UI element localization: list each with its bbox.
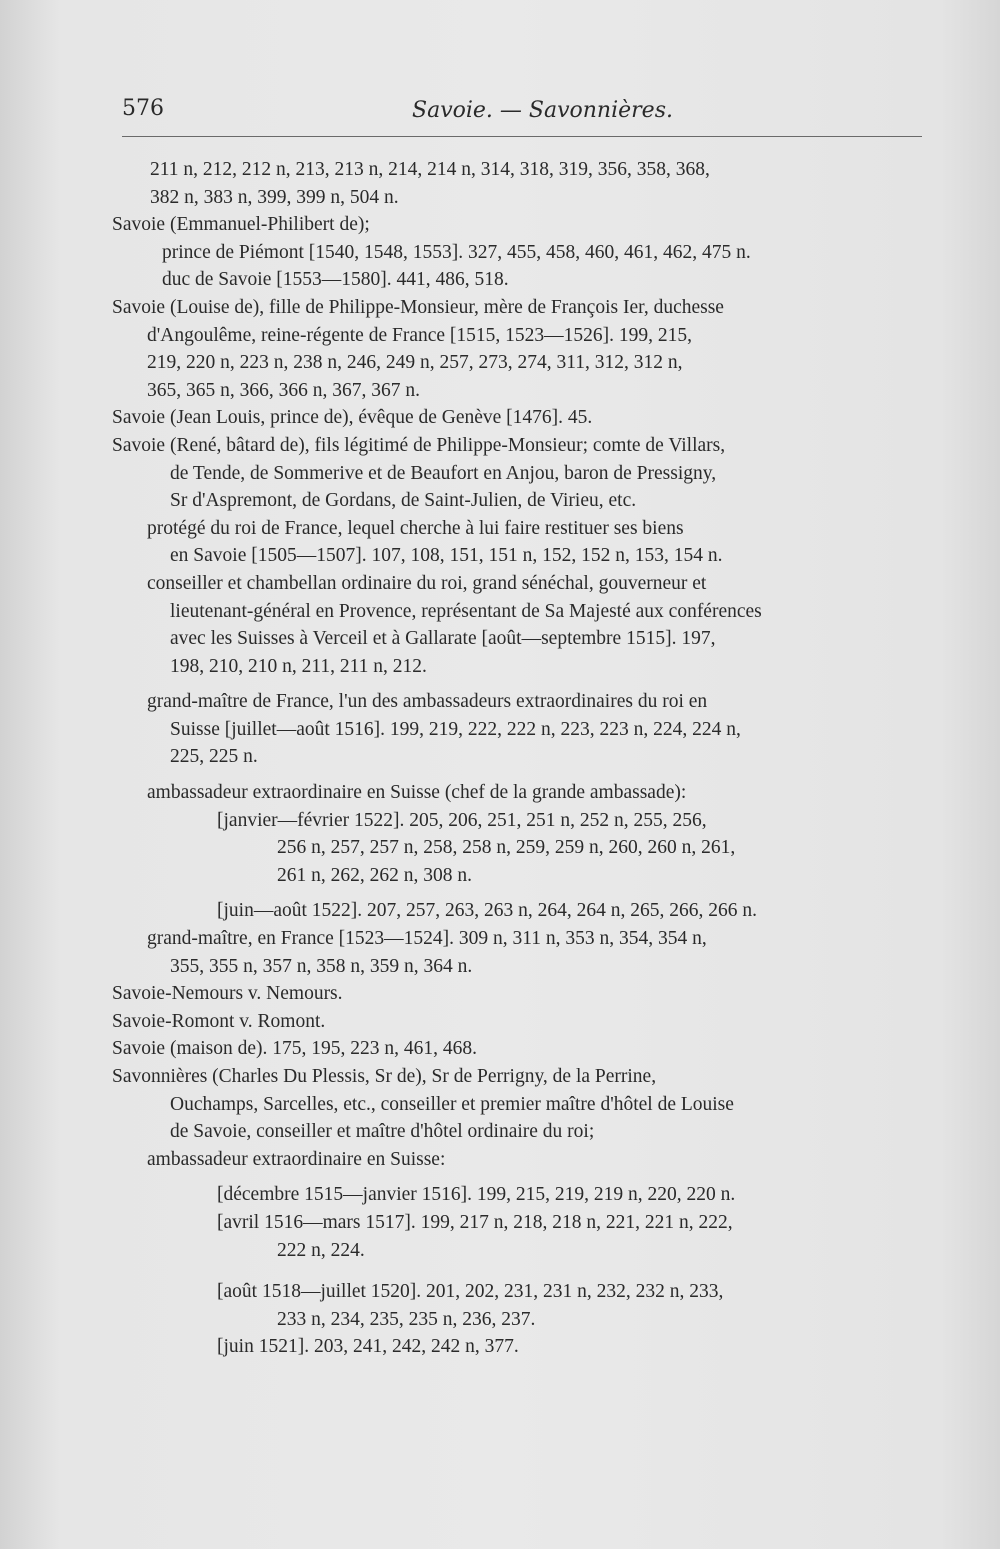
entry-line: duc de Savoie [1553—1580]. 441, 486, 518. xyxy=(162,269,509,291)
entry-line: [décembre 1515—janvier 1516]. 199, 215, 219, 219 n, 220, 220 n. xyxy=(217,1184,736,1206)
page-number: 576 xyxy=(122,96,164,121)
entry-heading: Savoie-Romont v. Romont. xyxy=(112,1010,326,1032)
entry-line: grand-maître de France, l'un des ambassadeurs extraordinaires du roi en xyxy=(147,691,708,713)
entry-heading: Savoie (Jean Louis, prince de), évêque de Genève [1476]. 45. xyxy=(112,407,593,429)
entry-line: 198, 210, 210 n, 211, 211 n, 212. xyxy=(170,655,427,677)
entry-line: grand-maître, en France [1523—1524]. 309 n, 311 n, 353 n, 354, 354 n, xyxy=(147,928,707,950)
entry-line: ambassadeur extraordinaire en Suisse (chef de la grande ambassade): xyxy=(147,782,687,804)
entry-line: d'Angoulême, reine-régente de France [1515, 1523—1526]. 199, 215, xyxy=(147,324,693,346)
entry-line: en Savoie [1505—1507]. 107, 108, 151, 151 n, 152, 152 n, 153, 154 n. xyxy=(170,545,723,567)
entry-line: lieutenant-général en Provence, représentant de Sa Majesté aux conférences xyxy=(170,600,762,622)
entry-heading: Savoie (Emmanuel-Philibert de); xyxy=(112,214,370,236)
entry-line: 211 n, 212, 212 n, 213, 213 n, 214, 214 n, 314, 318, 319, 356, 358, 368, xyxy=(150,159,710,180)
entry-line: avec les Suisses à Verceil et à Gallarate [août—septembre 1515]. 197, xyxy=(170,628,716,650)
entry-line: [janvier—février 1522]. 205, 206, 251, 251 n, 252 n, 255, 256, xyxy=(217,809,707,831)
entry-line: prince de Piémont [1540, 1548, 1553]. 327, 455, 458, 460, 461, 462, 475 n. xyxy=(162,241,751,263)
entry-heading: Savoie (maison de). 175, 195, 223 n, 461, 468. xyxy=(112,1038,478,1060)
entry-heading: Savonnières (Charles Du Plessis, Sr de), Sr de Perrigny, de la Perrine, xyxy=(112,1066,657,1087)
entry-line: Sr d'Aspremont, de Gordans, de Saint-Julien, de Virieu, etc. xyxy=(170,490,637,512)
entry-heading: Savoie (René, bâtard de), fils légitimé de Philippe-Monsieur; comte de Villars, xyxy=(112,434,726,456)
entry-line: 233 n, 234, 235, 235 n, 236, 237. xyxy=(277,1308,536,1330)
entry-heading: Savoie (Louise de), fille de Philippe-Monsieur, mère de François Ier, duchesse xyxy=(112,296,724,318)
entry-line: [juin—août 1522]. 207, 257, 263, 263 n, 264, 264 n, 265, 266, 266 n. xyxy=(217,900,758,922)
entry-line: Suisse [juillet—août 1516]. 199, 219, 222, 222 n, 223, 223 n, 224, 224 n, xyxy=(170,718,741,740)
entry-line: 222 n, 224. xyxy=(277,1239,365,1261)
entry-line: [août 1518—juillet 1520]. 201, 202, 231, 231 n, 232, 232 n, 233, xyxy=(217,1281,724,1303)
entry-line: [avril 1516—mars 1517]. 199, 217 n, 218, 218 n, 221, 221 n, 222, xyxy=(217,1211,733,1233)
index-entries xyxy=(112,156,932,1361)
entry-line: 261 n, 262, 262 n, 308 n. xyxy=(277,864,472,886)
entry-line: protégé du roi de France, lequel cherche à lui faire restituer ses biens xyxy=(147,517,684,539)
running-title: Savoie. — Savonnières. xyxy=(412,98,673,123)
entry-line: de Tende, de Sommerive et de Beaufort en Anjou, baron de Pressigny, xyxy=(170,462,717,484)
entry-line: 365, 365 n, 366, 366 n, 367, 367 n. xyxy=(147,379,420,401)
entry-line: [juin 1521]. 203, 241, 242, 242 n, 377. xyxy=(217,1336,519,1358)
entry-line: conseiller et chambellan ordinaire du roi, grand sénéchal, gouverneur et xyxy=(147,572,707,594)
entry-line: de Savoie, conseiller et maître d'hôtel ordinaire du roi; xyxy=(170,1121,595,1143)
entry-line: 219, 220 n, 223 n, 238 n, 246, 249 n, 257, 273, 274, 311, 312, 312 n, xyxy=(147,352,683,374)
entry-heading: Savoie-Nemours v. Nemours. xyxy=(112,983,343,1005)
entry-line: 382 n, 383 n, 399, 399 n, 504 n. xyxy=(150,186,399,208)
entry-line: 225, 225 n. xyxy=(170,746,258,768)
page-header xyxy=(122,92,922,137)
entry-line: Ouchamps, Sarcelles, etc., conseiller et premier maître d'hôtel de Louise xyxy=(170,1093,734,1115)
entry-line: ambassadeur extraordinaire en Suisse: xyxy=(147,1148,446,1170)
entry-line: 256 n, 257, 257 n, 258, 258 n, 259, 259 n, 260, 260 n, 261, xyxy=(277,837,736,859)
entry-line: 355, 355 n, 357 n, 358 n, 359 n, 364 n. xyxy=(170,955,473,977)
